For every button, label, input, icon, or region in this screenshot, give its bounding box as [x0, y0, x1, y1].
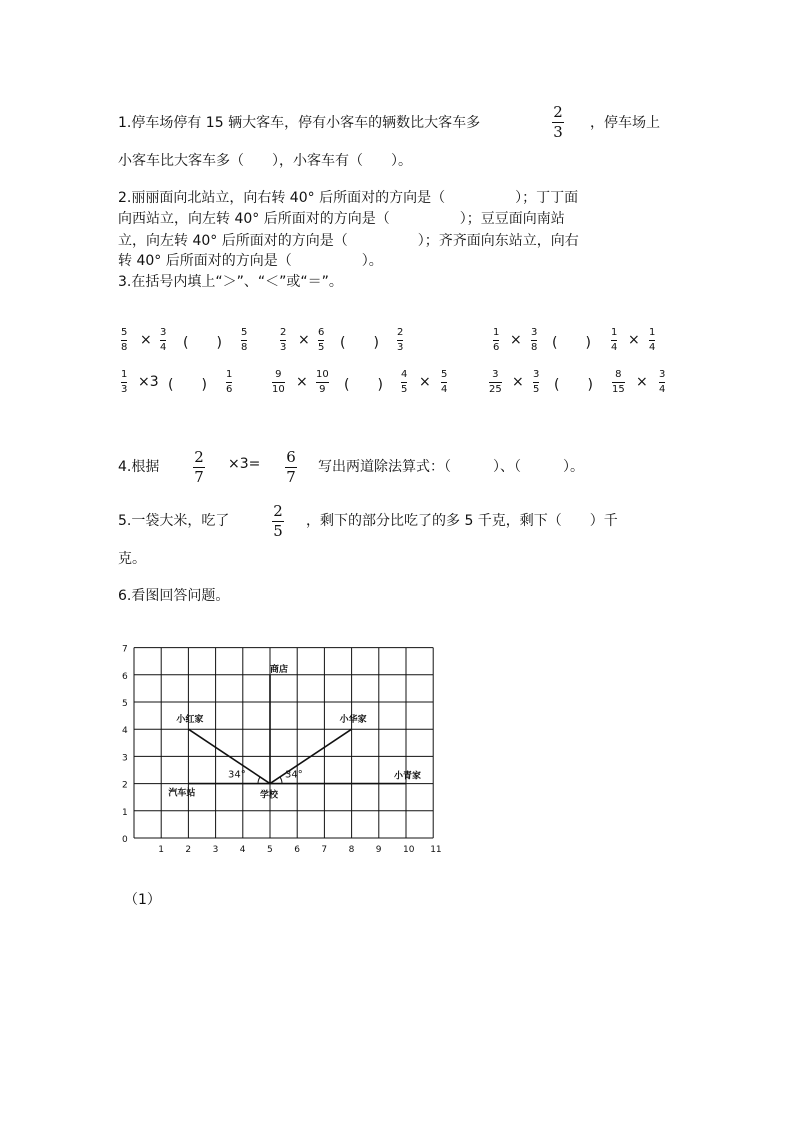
- q2-line2: 向西站立，向左转 40° 后所面对的方向是（ ）；豆豆面向南站: [118, 211, 565, 227]
- y-tick-label: 4: [122, 726, 128, 737]
- frac: 3 4: [659, 369, 666, 395]
- tick-labels: [122, 645, 442, 855]
- angle-label-right: 34°: [285, 769, 303, 781]
- times-op: ×: [636, 374, 648, 390]
- y-tick-label: 2: [122, 780, 128, 791]
- q1-frac-num: 2: [553, 103, 563, 121]
- q1-line1-end: ，停车场上: [590, 115, 660, 131]
- point-label: 小华家: [339, 715, 367, 726]
- q2-line1: 2.丽丽面向北站立，向右转 40° 后所面对的方向是（ ）；丁丁面: [118, 190, 579, 206]
- frac: 1 6: [493, 327, 500, 353]
- frac: 3 25: [489, 369, 502, 395]
- frac: 1 4: [649, 327, 656, 353]
- frac: 5 4: [441, 369, 448, 395]
- q5-pre: 5.一袋大米，吃了: [118, 513, 230, 529]
- angle-arcs: [228, 770, 303, 784]
- compare-blank[interactable]: ( ): [168, 377, 207, 393]
- x-tick-label: 5: [267, 845, 273, 855]
- q1-frac-den: 3: [553, 123, 563, 141]
- frac: 1 3: [121, 369, 128, 395]
- q1-fraction: [552, 105, 564, 140]
- compare-blank[interactable]: ( ): [552, 335, 591, 351]
- x-tick-label: 11: [430, 845, 442, 855]
- x-tick-label: 3: [212, 845, 219, 855]
- point-label: 小青家: [394, 771, 422, 782]
- y-tick-label: 7: [122, 644, 128, 655]
- q4-fraction-1: 2 7: [194, 448, 204, 486]
- times-op: ×: [628, 332, 640, 348]
- frac: 3 4: [160, 327, 167, 353]
- frac: 1 6: [226, 369, 233, 395]
- q6-title: 6.看图回答问题。: [118, 588, 230, 604]
- q4-pre: 4.根据: [118, 459, 160, 475]
- q1-line2: 小客车比大客车多（ ），小客车有（ ）。: [118, 153, 412, 169]
- y-tick-label: 5: [122, 699, 128, 709]
- x-tick-label: 0: [122, 835, 128, 845]
- compare-blank[interactable]: ( ): [183, 335, 222, 351]
- frac: 2 3: [280, 327, 287, 353]
- x-tick-label: 10: [403, 845, 415, 855]
- x-tick-label: 9: [375, 845, 382, 855]
- times-op: ×: [140, 332, 152, 348]
- frac: 10 9: [316, 369, 329, 395]
- frac: 6 5: [318, 327, 325, 353]
- x-tick-label: 2: [185, 845, 192, 855]
- y-tick-label: 3: [122, 753, 128, 764]
- q5-post: ，剩下的部分比吃了的多 5 千克，剩下（ ）千: [306, 513, 618, 529]
- frac: 1 4: [611, 327, 618, 353]
- times-op: ×: [510, 332, 522, 348]
- q5-fraction: 2 5: [273, 502, 283, 540]
- coordinate-grid-chart: [110, 630, 450, 860]
- times-op: ×: [512, 374, 524, 390]
- times-op: ×: [419, 374, 431, 390]
- x-tick-label: 8: [348, 845, 355, 855]
- point-label: 商店: [270, 664, 289, 675]
- point-label: 小红家: [176, 715, 204, 726]
- frac: 4 5: [401, 369, 408, 395]
- y-tick-label: 6: [122, 671, 128, 682]
- grid-lines: [134, 648, 433, 838]
- x-tick-label: 7: [321, 845, 328, 855]
- times-op: ×: [298, 332, 310, 348]
- compare-blank[interactable]: ( ): [340, 335, 379, 351]
- compare-blank[interactable]: ( ): [344, 377, 383, 393]
- y-tick-label: 1: [122, 807, 128, 818]
- frac: 5 8: [121, 327, 128, 353]
- point-label: 学校: [260, 790, 279, 801]
- angle-label-left: 34°: [228, 769, 246, 781]
- compare-blank[interactable]: ( ): [554, 377, 593, 393]
- q4-fraction-2: 6 7: [286, 448, 296, 486]
- q1-line1: 1.停车场停有 15 辆大客车，停有小客车的辆数比大客车多: [118, 115, 481, 131]
- x-tick-label: 6: [294, 845, 300, 855]
- q3-title: 3.在括号内填上“＞”、“＜”或“＝”。: [118, 274, 343, 290]
- q4-post: 写出两道除法算式：（ ）、（ ）。: [318, 459, 584, 475]
- angle-arc-left: [258, 777, 260, 784]
- q2-line4: 转 40° 后所面对的方向是（ ）。: [118, 253, 383, 269]
- frac: 3 8: [531, 327, 538, 353]
- q5-line2: 克。: [118, 551, 146, 567]
- times-three-op: ×3: [138, 374, 159, 390]
- frac: 5 8: [241, 327, 248, 353]
- q4-mid: ×3=: [228, 456, 261, 472]
- frac: 3 5: [533, 369, 540, 395]
- x-tick-label: 4: [239, 845, 246, 855]
- frac: 9 10: [272, 369, 285, 395]
- q6-subquestion-1: （1）: [124, 892, 161, 908]
- angle-arc-right: [280, 777, 282, 784]
- x-tick-label: 1: [158, 845, 164, 855]
- times-op: ×: [296, 374, 308, 390]
- point-label: 汽车站: [168, 788, 196, 799]
- frac: 2 3: [397, 327, 404, 353]
- q2-line3: 立，向左转 40° 后所面对的方向是（ ）；齐齐面向东站立，向右: [118, 233, 579, 249]
- frac: 8 15: [612, 369, 625, 395]
